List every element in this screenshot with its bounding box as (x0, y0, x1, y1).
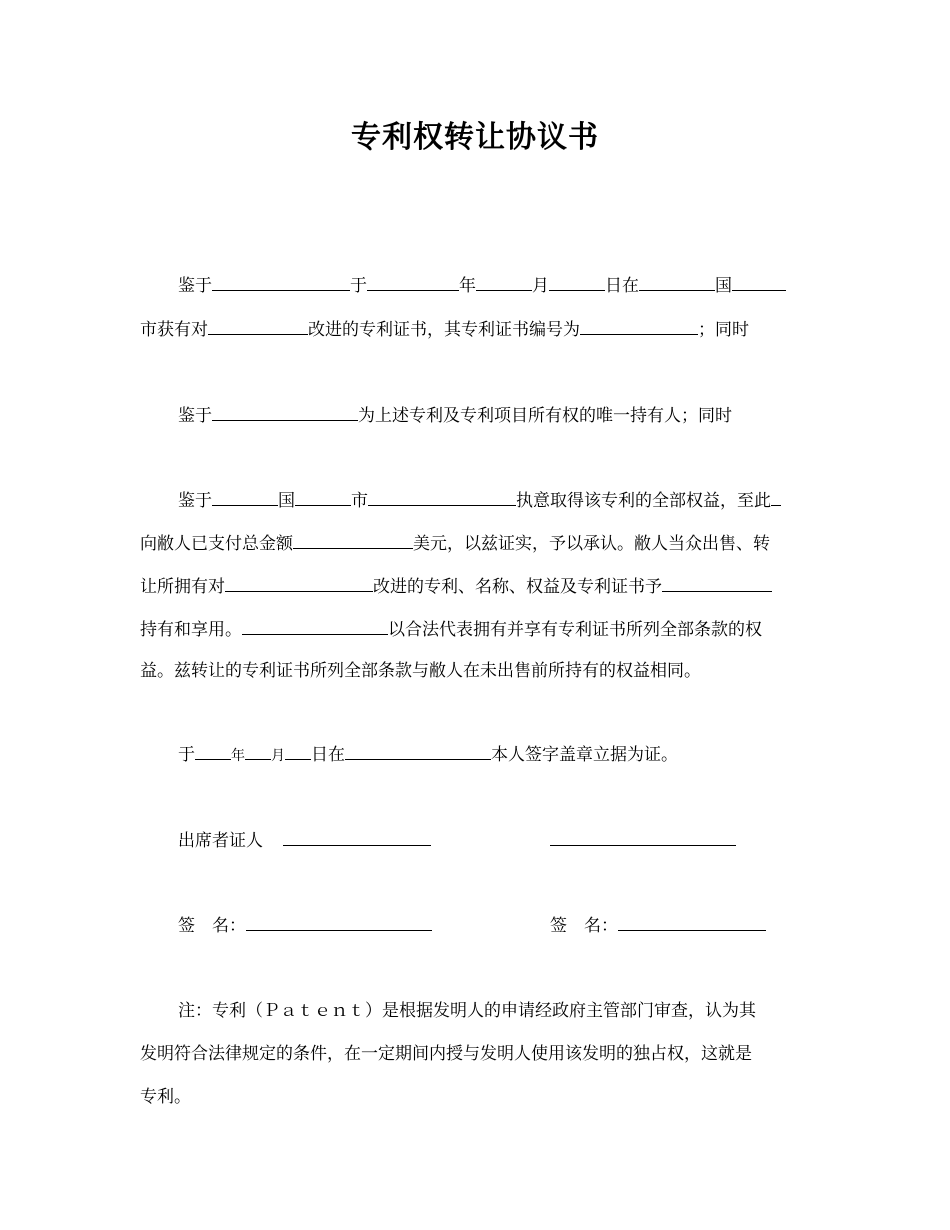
text: 日在 (605, 276, 639, 296)
witness-row (178, 827, 431, 855)
blank-month (476, 272, 532, 291)
text: 国 (715, 276, 732, 296)
note-line3: 专利。 (140, 1087, 191, 1107)
text: 月 (271, 748, 285, 764)
text: 日在 (311, 745, 345, 765)
signature-right (550, 912, 766, 940)
blank-tail (771, 487, 781, 506)
blank-improvement (208, 316, 308, 335)
witness-label: 出席者证人 (178, 831, 263, 851)
witness-row-2 (550, 827, 736, 855)
blank-amount (293, 530, 413, 549)
blank-representative (242, 616, 388, 635)
text: 鉴于 (178, 491, 212, 511)
text: 于 (350, 276, 367, 296)
page-title: 专利权转让协议书 (351, 120, 599, 155)
blank-cert-number (580, 316, 698, 335)
para2 (178, 402, 732, 430)
blank-place (345, 741, 491, 760)
text: 执意取得该专利的全部权益，至此 (516, 491, 771, 511)
text: 市获有对 (140, 320, 208, 340)
para3-line1 (178, 487, 781, 515)
note-line2: 发明符合法律规定的条件，在一定期间内授与发明人使用该发明的独占权，这就是 (140, 1044, 752, 1064)
note-line1: 注：专利（Ｐａｔｅｎｔ）是根据发明人的申请经政府主管部门审查，认为其 (178, 1001, 756, 1021)
text: 于 (178, 745, 195, 765)
text: 改进的专利、名称、权益及专利证书予 (373, 577, 662, 597)
blank-assignee (368, 487, 516, 506)
blank-city (295, 487, 351, 506)
text: 年 (231, 748, 245, 764)
text: 持有和享用。 (140, 620, 242, 640)
blank-holder (212, 402, 358, 421)
text: 市 (351, 491, 368, 511)
para3-line2 (140, 530, 770, 558)
text: 改进的专利证书，其专利证书编号为 (308, 320, 580, 340)
para3-line3 (140, 573, 772, 601)
blank-signature-2 (618, 912, 766, 931)
blank-witness-1 (283, 827, 431, 846)
blank-improvement (225, 573, 373, 592)
text: 让所拥有对 (140, 577, 225, 597)
text: 本人签字盖章立据为证。 (491, 745, 678, 765)
blank-recipient (662, 573, 772, 592)
blank-month (245, 741, 271, 760)
blank-country (212, 487, 278, 506)
blank-day (285, 741, 311, 760)
para3-line5: 益。兹转让的专利证书所列全部条款与敝人在未出售前所持有的权益相同。 (140, 661, 701, 681)
blank-day (549, 272, 605, 291)
signature-label: 签 名： (178, 916, 246, 936)
blank-patentee (212, 272, 350, 291)
para1-line2 (140, 316, 749, 344)
text: 向敝人已支付总金额 (140, 534, 293, 554)
blank-country (639, 272, 715, 291)
para4 (178, 741, 678, 770)
signature-label: 签 名： (550, 916, 618, 936)
text: 月 (532, 276, 549, 296)
text: 以合法代表拥有并享有专利证书所列全部条款的权 (388, 620, 762, 640)
text: 年 (459, 276, 476, 296)
text: 鉴于 (178, 276, 212, 296)
blank-year (195, 741, 231, 760)
text: 为上述专利及专利项目所有权的唯一持有人；同时 (358, 406, 732, 426)
text: 国 (278, 491, 295, 511)
blank-city (732, 272, 786, 291)
text: 美元，以兹证实，予以承认。敝人当众出售、转 (413, 534, 770, 554)
para3-line4 (140, 616, 762, 644)
para1-line1 (178, 272, 786, 300)
blank-witness-2 (550, 827, 736, 846)
blank-year (367, 272, 459, 291)
signature-left (178, 912, 432, 940)
text: 鉴于 (178, 406, 212, 426)
text: ；同时 (698, 320, 749, 340)
blank-signature-1 (246, 912, 432, 931)
